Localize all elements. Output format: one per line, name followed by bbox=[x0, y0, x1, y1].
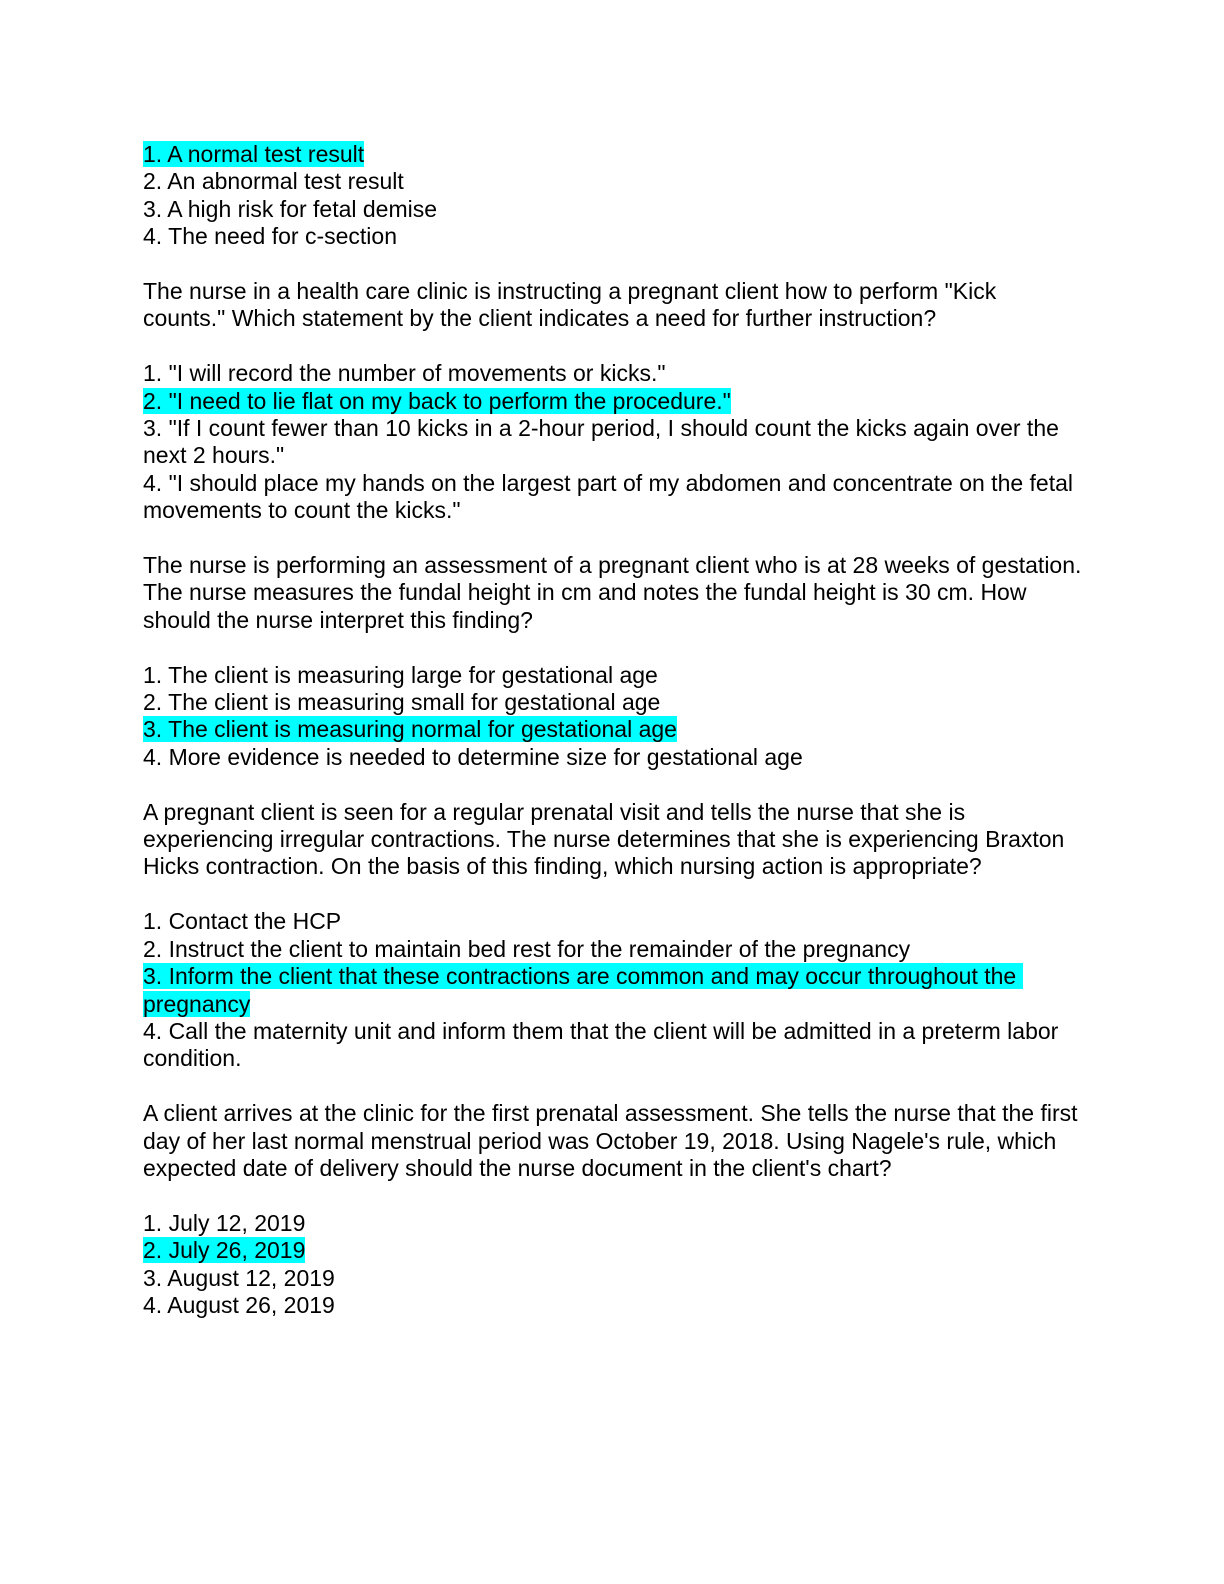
question-text: A client arrives at the clinic for the first prenatal assessment. She tells the nurse that the first day of her last normal menstrual period was October 19, 2018. Using Nagele's rule, which expected date of delivery should the nurse document in the client's chart? bbox=[143, 1100, 1078, 1181]
option-2 bbox=[143, 388, 1083, 415]
question-block-3 bbox=[143, 552, 1083, 771]
option-1 bbox=[143, 908, 1083, 935]
question-block-1 bbox=[143, 141, 1083, 251]
option-1 bbox=[143, 1210, 1083, 1237]
option-text: 2. The client is measuring small for gestational age bbox=[143, 689, 661, 716]
option-text: 4. Call the maternity unit and inform them that the client will be admitted in a preterm labor condition. bbox=[143, 1017, 1065, 1072]
option-1 bbox=[143, 141, 1083, 168]
option-3 bbox=[143, 196, 1083, 223]
option-text: 4. More evidence is needed to determine size for gestational age bbox=[143, 743, 803, 770]
option-text: 4. The need for c-section bbox=[143, 223, 397, 250]
option-1 bbox=[143, 360, 1083, 387]
question-block-2 bbox=[143, 278, 1083, 525]
option-text: 2. An abnormal test result bbox=[143, 168, 404, 195]
question-text: The nurse is performing an assessment of a pregnant client who is at 28 weeks of gestation. The nurse measures the fundal height in cm and notes the fundal height is 30 cm. How should the nurse interpret this finding? bbox=[143, 552, 1082, 633]
option-text: 4. August 26, 2019 bbox=[143, 1291, 335, 1318]
option-3 bbox=[143, 1265, 1083, 1292]
document-page bbox=[143, 141, 1083, 1347]
option-1 bbox=[143, 662, 1083, 689]
option-text: 3. "If I count fewer than 10 kicks in a 2-hour period, I should count the kicks again over the next 2 hours." bbox=[143, 415, 1066, 469]
option-2 bbox=[143, 1237, 1083, 1264]
option-2 bbox=[143, 168, 1083, 195]
option-text: 3. August 12, 2019 bbox=[143, 1264, 335, 1291]
option-3 bbox=[143, 415, 1083, 470]
option-4 bbox=[143, 223, 1083, 250]
option-text: 2. Instruct the client to maintain bed rest for the remainder of the pregnancy bbox=[143, 935, 911, 962]
highlighted-option-text: 1. A normal test result bbox=[143, 141, 365, 167]
option-4 bbox=[143, 1292, 1083, 1319]
highlighted-option-text: 3. Inform the client that these contractions are common and may occur throughout the pregnancy bbox=[143, 963, 1023, 1017]
option-2 bbox=[143, 689, 1083, 716]
question-block-4 bbox=[143, 799, 1083, 1073]
highlighted-option-text: 3. The client is measuring normal for gestational age bbox=[143, 716, 677, 743]
option-text: 1. "I will record the number of movements or kicks." bbox=[143, 360, 666, 387]
question-text: The nurse in a health care clinic is instructing a pregnant client how to perform "Kick counts." Which statement by the client indicates a need for further instruction? bbox=[143, 278, 997, 332]
option-text: 1. The client is measuring large for gestational age bbox=[143, 661, 658, 688]
option-text: 3. A high risk for fetal demise bbox=[143, 195, 438, 222]
question-block-5 bbox=[143, 1100, 1083, 1319]
option-3 bbox=[143, 716, 1083, 743]
option-3 bbox=[143, 963, 1083, 1018]
option-text: 4. "I should place my hands on the largest part of my abdomen and concentrate on the fetal movements to count the kicks." bbox=[143, 469, 1080, 524]
option-text: 1. Contact the HCP bbox=[143, 908, 342, 935]
option-4 bbox=[143, 1018, 1083, 1073]
highlighted-option-text: 2. "I need to lie flat on my back to perform the procedure." bbox=[143, 387, 731, 414]
question-text: A pregnant client is seen for a regular prenatal visit and tells the nurse that she is experiencing irregular contractions. The nurse determines that she is experiencing Braxton Hicks contraction. On the basis of this finding, which nursing action is appropriate? bbox=[143, 798, 1065, 880]
option-4 bbox=[143, 470, 1083, 525]
option-2 bbox=[143, 936, 1083, 963]
highlighted-option-text: 2. July 26, 2019 bbox=[143, 1237, 306, 1264]
option-4 bbox=[143, 744, 1083, 771]
option-text: 1. July 12, 2019 bbox=[143, 1209, 306, 1236]
